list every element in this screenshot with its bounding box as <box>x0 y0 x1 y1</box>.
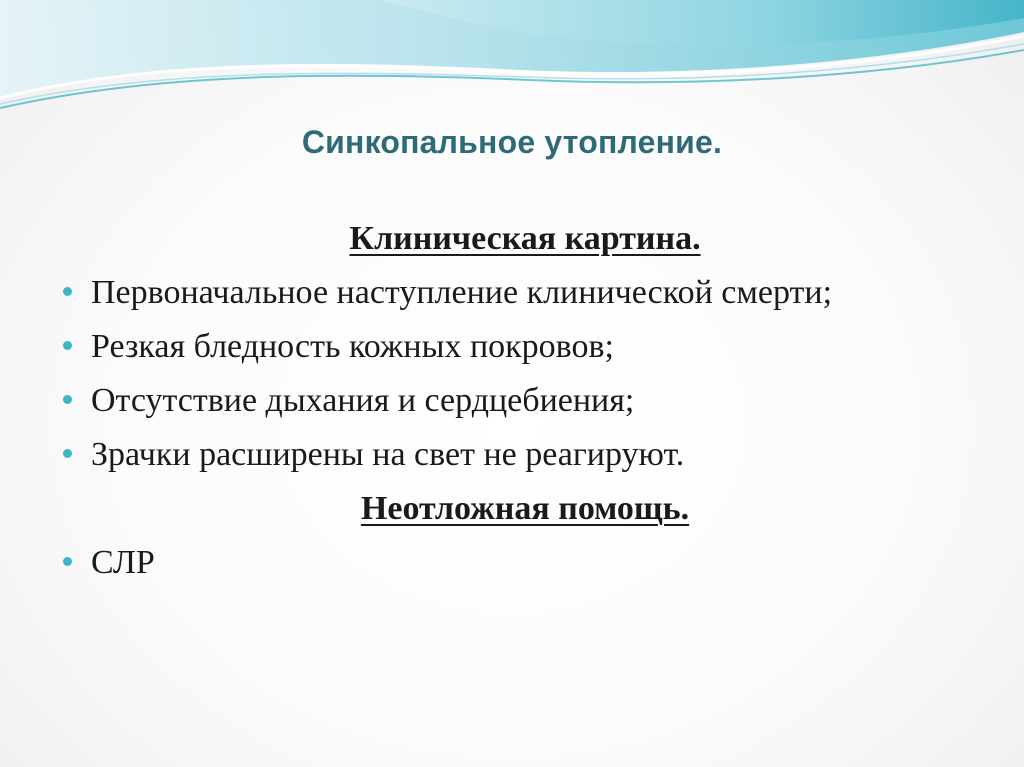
header-wave-decoration <box>0 0 1024 130</box>
list-item-text: Резкая бледность кожных покровов; <box>91 328 614 365</box>
bullet-dot-icon <box>63 557 72 566</box>
list-item <box>60 272 960 313</box>
slide-content <box>60 218 960 596</box>
list-item-text: Зрачки расширены на свет не реагируют. <box>91 436 685 473</box>
bullet-dot-icon <box>63 287 72 296</box>
list-item <box>60 434 960 475</box>
emergency-aid-list <box>60 542 960 583</box>
list-item-text: Первоначальное наступление клинической смерти; <box>91 274 833 311</box>
bullet-dot-icon <box>63 395 72 404</box>
emergency-aid-heading: Неотложная помощь. <box>360 490 690 527</box>
clinical-picture-list <box>60 272 960 475</box>
bullet-dot-icon <box>63 341 72 350</box>
list-item <box>60 326 960 367</box>
list-item <box>60 542 960 583</box>
slide-title: Синкопальное утопление. <box>301 124 723 160</box>
clinical-picture-heading: Клиническая картина. <box>349 220 701 257</box>
list-item-text: СЛР <box>91 544 155 581</box>
bullet-dot-icon <box>63 449 72 458</box>
list-item-text: Отсутствие дыхания и сердцебиения; <box>91 382 635 419</box>
list-item <box>60 380 960 421</box>
